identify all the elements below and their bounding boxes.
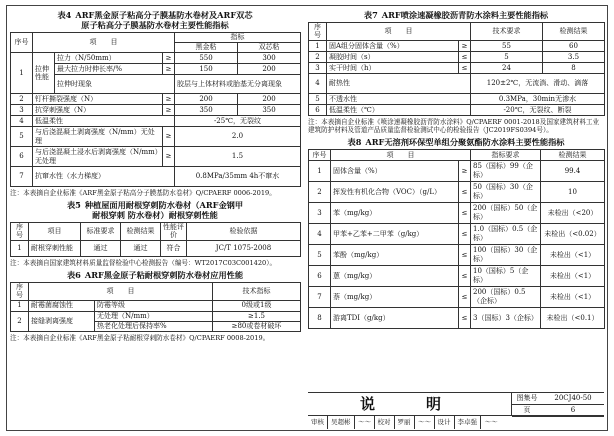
t8-row-sym: ≤	[459, 202, 471, 223]
t4-r1c-v: 胶层与上体材料或胎基无分离现象	[175, 75, 301, 94]
t8-row-item: 挥发性有机化合物（VOC）（g/L）	[331, 181, 459, 202]
review-signature: 〜〜	[355, 416, 375, 429]
t4-r1b-v1: 150	[175, 64, 238, 75]
t8-row-item: 萘（mg/kg）	[331, 286, 459, 307]
t6-r1-v: 0级或1级	[213, 300, 301, 311]
t7-row-req: 120±2℃，无流淌、滑动、滴落	[471, 73, 605, 93]
right-column	[308, 10, 604, 329]
atlas-number: 20CJ40-50	[542, 393, 604, 405]
t7-row-req: -20℃，无裂纹、断裂	[471, 104, 605, 115]
t8-row-item: 苯（mg/kg）	[331, 202, 459, 223]
t4-r6-v: 1.5	[175, 147, 301, 167]
t8-row-req: 85（国标）99（企标）	[471, 160, 541, 181]
t7-row-no: 1	[309, 40, 327, 51]
t6-h-no: 序号	[11, 282, 29, 300]
t7-row-req: 24	[471, 62, 543, 73]
left-column	[10, 10, 300, 345]
t7-row-req: 5	[471, 51, 543, 62]
t7-row-no: 6	[309, 104, 327, 115]
check-name: 罗丽	[395, 416, 415, 429]
t8-row-no: 4	[309, 223, 331, 244]
t7-row-res: 60	[543, 40, 605, 51]
design-signature: 〜〜	[484, 418, 497, 426]
t4-r6-item: 与后浇混凝土浸水后剥离强度（N/mm）无处理	[33, 147, 163, 167]
t4-r1b-sym: ≥	[163, 64, 175, 75]
t4-r5-no: 5	[11, 127, 33, 147]
check-signature: 〜〜	[415, 416, 435, 429]
t4-r1c-item: 拉伸时现象	[55, 75, 175, 94]
t4-r1b-item: 最大拉力时伸长率/%	[55, 64, 163, 75]
t4-r2-no: 2	[11, 94, 33, 105]
t8-row-res: 未检出（<0.02）	[541, 223, 605, 244]
t7-h-res: 检测结果	[543, 23, 605, 41]
t4-r2-v1: 200	[175, 94, 238, 105]
t8-row-sym: ≤	[459, 286, 471, 307]
t6-h-item: 项 目	[29, 282, 213, 300]
t8-row-req: 3（国标）3（企标）	[471, 307, 541, 328]
t5-r1-res: 通过	[121, 240, 161, 256]
t7-row-item: 凝胶时间（s）	[327, 51, 459, 62]
t8-row-no: 1	[309, 160, 331, 181]
t4-r3-v2: 350	[238, 105, 301, 116]
table7-note: 注：本表摘自企业标准《喷涂速凝橡胶沥青防水涂料》Q/CPAERF 0001-2018及国家建筑材料工业建筑防护材料及管道产品质量监督检验测试中心的检验报告（JC2019FS0394号）。	[308, 117, 600, 134]
t7-row-item: 固A组分固体含量（%）	[327, 40, 459, 51]
t4-r1a-item: 拉力（N/50mm）	[55, 53, 163, 64]
t4-r2-item: 钉杆撕裂强度（N）	[33, 94, 163, 105]
t8-row-req: 50（国标）30（企标）	[471, 181, 541, 202]
t7-row-req: 55	[471, 40, 543, 51]
t8-row-item: 蒽（mg/kg）	[331, 265, 459, 286]
t8-h-no: 序号	[309, 149, 331, 160]
title-meta	[511, 393, 604, 415]
t5-r1-verdict: 符合	[161, 240, 187, 256]
t8-row-req: 200（国标）0.5（企标）	[471, 286, 541, 307]
t4-r5-sym: ≥	[163, 127, 175, 147]
t4-h-index: 指标	[175, 33, 301, 43]
check-label: 校对	[375, 416, 395, 429]
t8-h-req: 指标要求	[471, 149, 541, 160]
t4-r6-no: 6	[11, 147, 33, 167]
t8-row-res: 未检出（<1）	[541, 286, 605, 307]
t5-h-item: 项目	[29, 223, 81, 241]
t6-r1-item: 耐霉菌腐蚀性	[29, 300, 95, 311]
design-label: 设计	[435, 416, 455, 429]
title-block	[308, 392, 604, 429]
t8-row-item: 甲苯+乙苯+二甲苯（g/kg）	[331, 223, 459, 244]
t4-r1a-v1: 550	[175, 53, 238, 64]
t8-row-res: 未检出（<20）	[541, 202, 605, 223]
t8-row-req: 1.0（国标）0.5（企标）	[471, 223, 541, 244]
t4-r4-v: -25℃，无裂纹	[175, 116, 301, 127]
t7-row-item: 不透水性	[327, 93, 471, 104]
t4-r6-sym: ≥	[163, 147, 175, 167]
signature-row	[308, 415, 604, 429]
t8-row-no: 7	[309, 286, 331, 307]
t5-h-no: 序号	[11, 223, 29, 241]
table5-note: 注：本表摘自国家建筑材料质量监督检验中心检测报告（编号：WT2017C03C001420）。	[10, 258, 277, 267]
t4-r5-item: 与后浇混凝土剥离强度（N/mm）无处理	[33, 127, 163, 147]
t8-row-no: 2	[309, 181, 331, 202]
t4-r7-v: 0.8MPa/35mm 4h不窜水	[175, 167, 301, 187]
table6-caption: 表6 ARF黑金原子粘耐根穿刺防水卷材应用性能	[66, 269, 244, 280]
t7-row-item: 耐热性	[327, 73, 471, 93]
t8-row-req: 10（国标）5（企标）	[471, 265, 541, 286]
t7-row-res: 8	[543, 62, 605, 73]
t6-h-req: 技术指标	[213, 282, 301, 300]
t4-r1a-sym: ≥	[163, 53, 175, 64]
t8-row-sym: ≤	[459, 265, 471, 286]
t5-r1-no: 1	[11, 240, 29, 256]
table4-caption-line2: 原子粘高分子膜基防水卷材主要性能指标	[81, 20, 229, 30]
t4-r1b-v2: 200	[238, 64, 301, 75]
t4-r2-v2: 200	[238, 94, 301, 105]
t7-row-res: 3.5	[543, 51, 605, 62]
t8-row-req: 200（国标）50（企标）	[471, 202, 541, 223]
t6-r2a-sub: 无处理（N/mm）	[95, 311, 213, 321]
t6-r2-no: 2	[11, 311, 29, 331]
t5-h-res: 检测结果	[121, 223, 161, 241]
t5-h-verdict: 性能评价	[161, 223, 187, 241]
t4-r4-no: 4	[11, 116, 33, 127]
t4-h-sub1: 黑金粘	[175, 43, 238, 53]
t4-r2-sym: ≥	[163, 94, 175, 105]
t7-row-item: 低温柔性（℃）	[327, 104, 471, 115]
t7-h-no: 序号	[309, 23, 327, 41]
t7-row-item: 实干时间（h）	[327, 62, 459, 73]
t8-row-sym: ≤	[459, 244, 471, 265]
table6	[10, 282, 301, 332]
t8-row-res: 未检出（<1）	[541, 244, 605, 265]
t5-r1-item: 耐根穿刺性能	[29, 240, 81, 256]
t4-r1-no: 1	[11, 53, 33, 94]
t8-row-sym: ≤	[459, 181, 471, 202]
atlas-label: 图集号	[512, 393, 542, 405]
t8-row-sym: ≥	[459, 160, 471, 181]
t6-r2-item: 接缝剥离强度	[29, 311, 95, 331]
review-name: 吴超彬	[328, 416, 355, 429]
t7-row-no: 5	[309, 93, 327, 104]
t7-h-item: 项 目	[327, 23, 471, 41]
t4-r7-no: 7	[11, 167, 33, 187]
drawing-title: 说 明	[359, 395, 459, 413]
t8-row-no: 6	[309, 265, 331, 286]
t8-row-sym: ≤	[459, 307, 471, 328]
t8-h-res: 检测结果	[541, 149, 605, 160]
table5	[10, 222, 301, 257]
t4-h-item: 项 目	[33, 33, 175, 53]
t8-row-item: 苯酚（mg/kg）	[331, 244, 459, 265]
t7-row-no: 3	[309, 62, 327, 73]
t7-row-no: 4	[309, 73, 327, 93]
table8-caption: 表8 ARF无溶剂环保型单组分聚氨酯防水涂料主要性能指标	[347, 136, 565, 147]
t7-row-sym: ≤	[459, 51, 471, 62]
table7-caption: 表7 ARF喷涂速凝橡胶沥青防水涂料主要性能指标	[363, 10, 549, 20]
t8-row-no: 3	[309, 202, 331, 223]
t6-r2a-v: ≥1.5	[213, 311, 301, 321]
t7-row-sym: ≥	[459, 40, 471, 51]
t4-h-no: 序号	[11, 33, 33, 53]
t4-r3-v1: 350	[175, 105, 238, 116]
review-label: 审核	[308, 416, 328, 429]
t6-r1-no: 1	[11, 300, 29, 311]
t6-r1-sub: 防霉等级	[95, 300, 213, 311]
t4-r3-no: 3	[11, 105, 33, 116]
t4-r5-v: 2.0	[175, 127, 301, 147]
t4-r7-item: 抗窜水性（水力梯度）	[33, 167, 175, 187]
table4-caption: 表4 ARF黑金原子粘高分子膜基防水卷材及ARF双芯	[57, 10, 253, 20]
t8-row-no: 8	[309, 307, 331, 328]
page-number: 6	[542, 405, 604, 417]
table5-caption: 表5 种植屋面用耐根穿刺防水卷材（ARF金钢甲	[66, 200, 244, 210]
t4-r4-item: 低温柔性	[33, 116, 175, 127]
t8-row-req: 100（国标）30（企标）	[471, 244, 541, 265]
t4-r1-cat: 拉伸性能	[33, 53, 55, 94]
t5-r1-req: 通过	[81, 240, 121, 256]
table7	[308, 22, 605, 116]
table4-note: 注：本表摘自企业标准《ARF黑金原子粘高分子膜基防水卷材》Q/CPAERF 0006-2019。	[10, 189, 276, 197]
t8-row-item: 游离TDI（g/kg）	[331, 307, 459, 328]
t6-r2b-sub: 热老化处理后保持率%	[95, 321, 213, 331]
t8-row-res: 未检出（<0.1）	[541, 307, 605, 328]
table5-caption-line2: 耐根穿刺 防水卷材）耐根穿刺性能	[92, 210, 218, 220]
t7-row-sym: ≤	[459, 62, 471, 73]
design-name: 李卓强	[455, 416, 482, 429]
t5-h-req: 标准要求	[81, 223, 121, 241]
t5-h-basis: 检验依据	[187, 223, 301, 241]
t7-row-req: 0.3MPa，30min无渗水	[471, 93, 605, 104]
table6-note: 注：本表摘自企业标准《ARF黑金原子粘耐根穿刺防水卷材》Q/CPAERF 0008-2019。	[10, 333, 270, 342]
t5-r1-basis: JC/T 1075-2008	[187, 240, 301, 256]
table4	[10, 32, 301, 187]
t8-row-res: 未检出（<1）	[541, 265, 605, 286]
t8-row-res: 99.4	[541, 160, 605, 181]
table8	[308, 149, 605, 329]
page-label: 页	[512, 405, 542, 417]
t7-h-req: 技术要求	[471, 23, 543, 41]
t6-r2b-v: ≥80或卷材破坏	[213, 321, 301, 331]
t7-row-no: 2	[309, 51, 327, 62]
t4-r1a-v2: 300	[238, 53, 301, 64]
t8-h-item: 项 目	[331, 149, 471, 160]
t8-row-item: 固体含量（%）	[331, 160, 459, 181]
t8-row-sym: ≤	[459, 223, 471, 244]
t4-r3-sym: ≥	[163, 105, 175, 116]
t8-row-res: 10	[541, 181, 605, 202]
t4-h-sub2: 双芯粘	[238, 43, 301, 53]
t8-row-no: 5	[309, 244, 331, 265]
t4-r3-item: 抗穿刺强度（N）	[33, 105, 163, 116]
